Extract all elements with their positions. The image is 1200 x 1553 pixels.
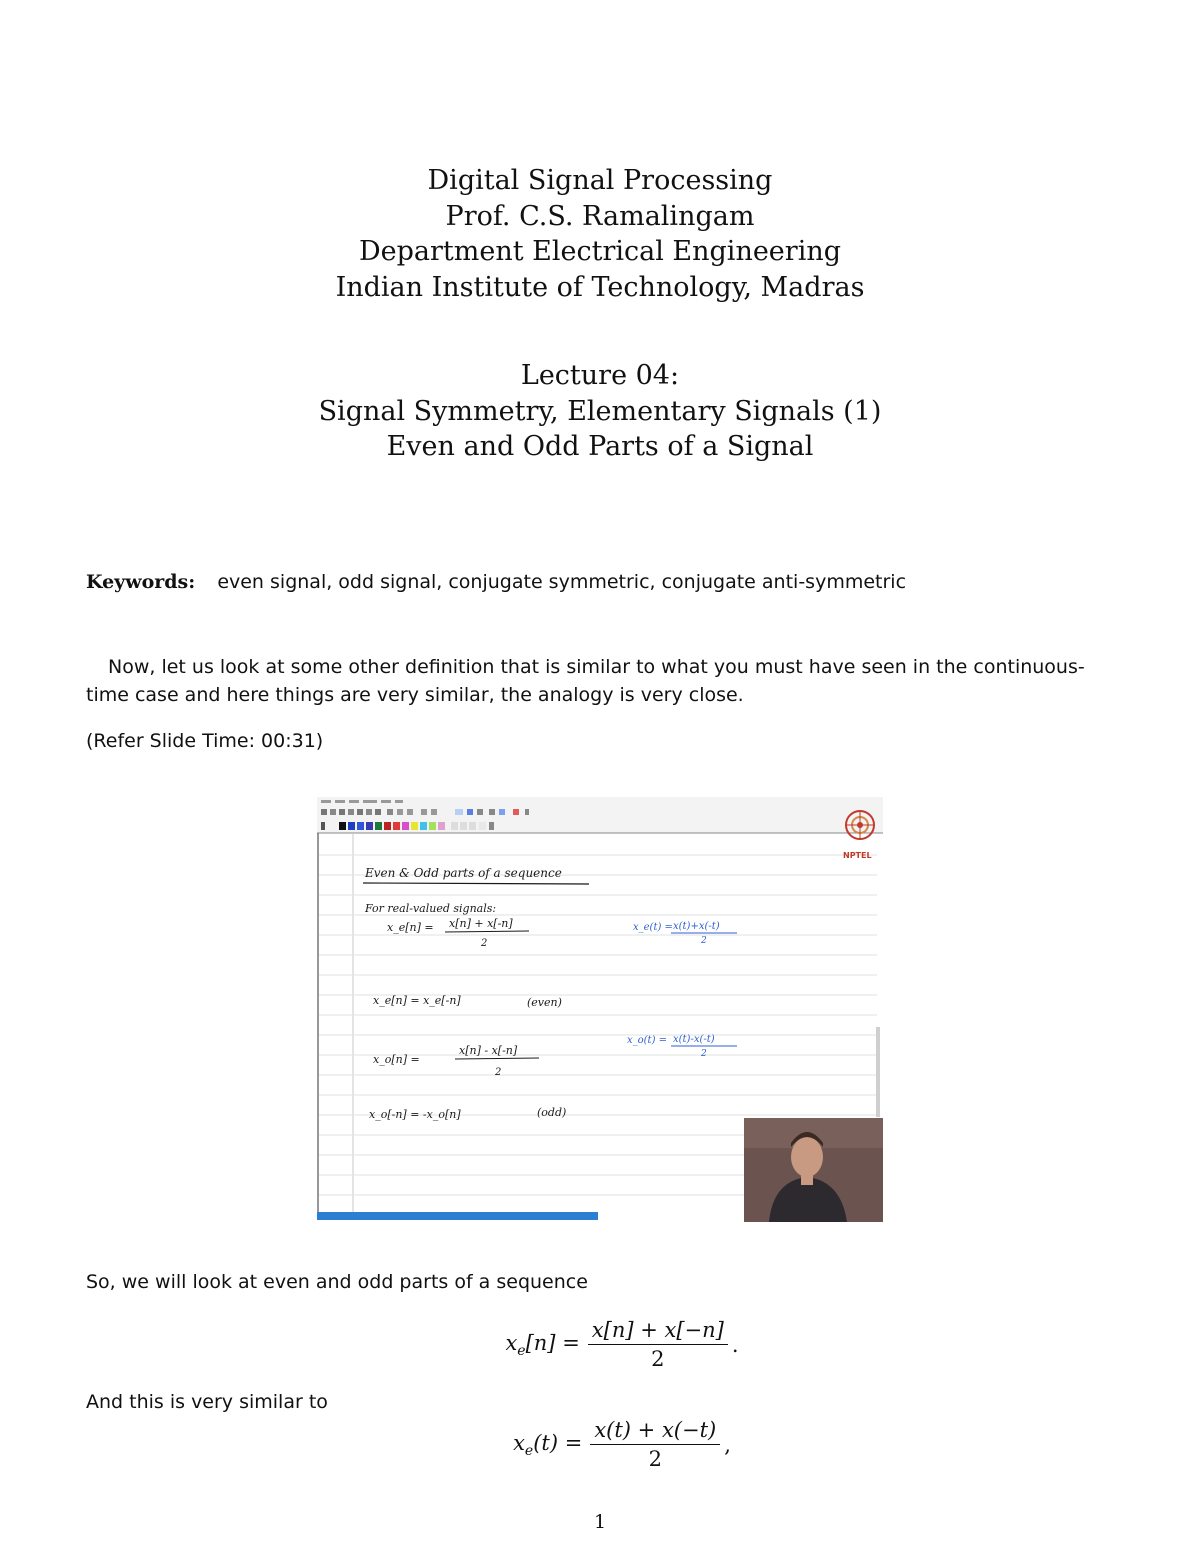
institute-name: Indian Institute of Technology, Madras [335,271,865,303]
lecture-title-line1: Signal Symmetry, Elementary Signals (1) [318,395,882,427]
slide-ct-odd-lhs: x_o(t) = [627,1035,668,1046]
slide-odd-denominator: 2 [495,1067,502,1078]
slide-ct-even-numerator: x(t)+x(-t) [673,921,720,932]
slide-even-numerator: x[n] + x[-n] [449,917,513,930]
slide-odd-numerator: x[n] - x[-n] [459,1044,518,1057]
slide-progress-bar [317,1212,598,1220]
eq2-lhs: $x_e(t)$ = [513,1430,583,1459]
refer-slide-time: (Refer Slide Time: 00:31) [86,730,324,752]
lecture-number: Lecture 04: [520,360,680,391]
page-number: 1 [593,1511,607,1533]
nptel-logo-text: NPTEL [843,851,872,860]
slide-image [317,797,883,1222]
sequence-intro-paragraph: So, we will look at even and odd parts of a sequence [86,1271,588,1293]
slide-even-property: x_e[n] = x_e[-n] [373,994,461,1007]
keywords-label: Keywords: [86,571,196,593]
slide-even-lhs: x_e[n] = [387,921,434,934]
department-name: Department Electrical Engineering [358,236,842,267]
slide-scrollbar [876,1027,880,1117]
eq1-punctuation: . [731,1332,739,1357]
eq2-punctuation: , [724,1432,731,1457]
slide-heading: Even & Odd parts of a sequence [365,866,562,880]
eq1-denominator: 2 [651,1347,665,1371]
slide-even-denominator: 2 [481,938,488,949]
eq1-fraction [588,1318,728,1371]
eq1-lhs: $x_e[n]$ = [505,1330,580,1359]
slide-odd-property: x_o[-n] = -x_o[n] [369,1108,461,1121]
slide-ct-even-denominator: 2 [701,936,707,946]
slide-odd-tag: (odd) [537,1106,567,1119]
slide-ct-odd-denominator: 2 [701,1049,707,1059]
eq1-numerator: x[n] + x[−n] [588,1318,728,1345]
title-block [0,163,1200,305]
eq2-numerator: x(t) + x(−t) [590,1418,720,1445]
slide-ct-even-lhs: x_e(t) = [633,922,673,933]
lecture-title-line2: Even and Odd Parts of a Signal [386,431,814,462]
intro-paragraph: Now, let us look at some other definition that is similar to what you must have seen in the continuous-time case and here things are very similar, the analogy is very close. [86,656,1085,706]
lecture-block [0,358,1200,465]
similar-paragraph: And this is very similar to [86,1391,328,1413]
slide-ct-odd-numerator: x(t)-x(-t) [673,1034,715,1045]
equation-even-continuous [0,1418,1200,1471]
slide-screenshot [317,797,883,1222]
keywords-line [86,571,1116,593]
webcam-video-inset [744,1118,883,1222]
keywords-text: even signal, odd signal, conjugate symmetric, conjugate anti-symmetric [217,571,907,593]
eq2-denominator: 2 [648,1447,662,1471]
eq2-fraction [590,1418,720,1471]
equation-even-discrete [0,1318,1200,1371]
slide-odd-lhs: x_o[n] = [373,1053,420,1066]
professor-name: Prof. C.S. Ramalingam [445,200,755,232]
nptel-logo-icon [846,811,874,839]
course-title: Digital Signal Processing [427,165,773,196]
slide-even-tag: (even) [527,996,562,1009]
slide-subheading: For real-valued signals: [365,902,497,915]
